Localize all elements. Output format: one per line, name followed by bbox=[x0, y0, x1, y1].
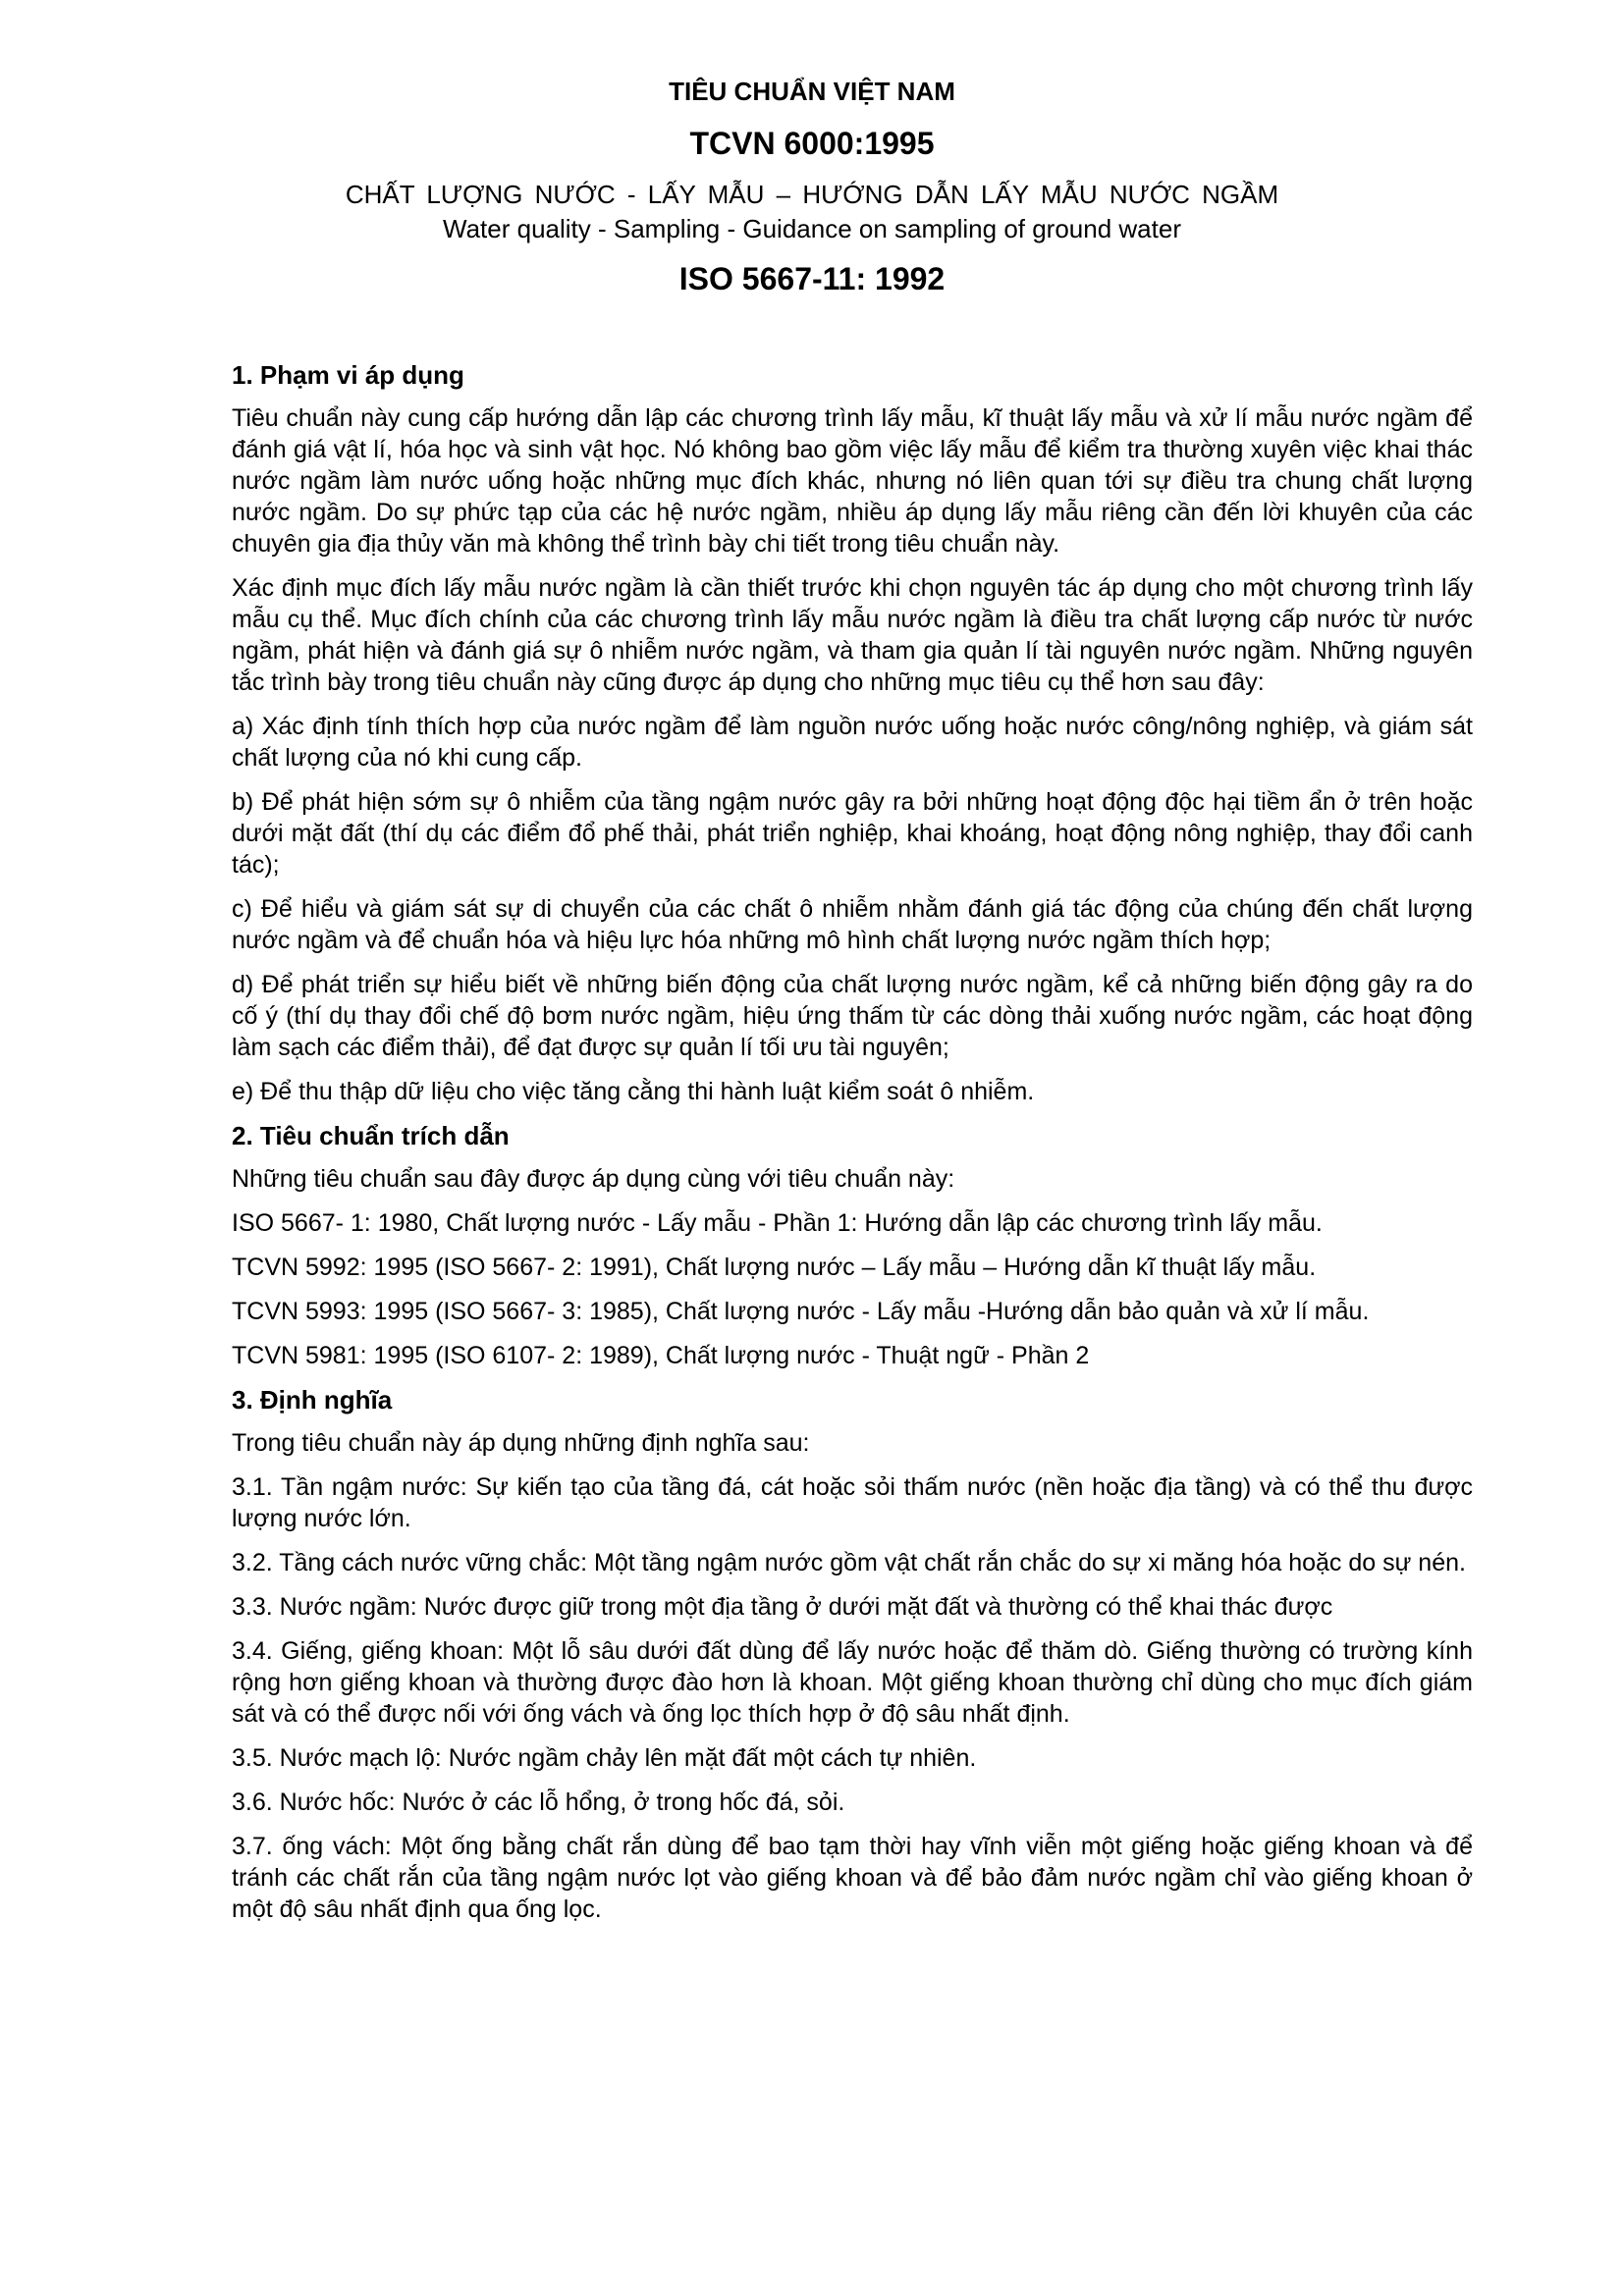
section-1-paragraph-1: Tiêu chuẩn này cung cấp hướng dẫn lập các chương trình lấy mẫu, kĩ thuật lấy mẫu và xử lí mẫu nước ngầm để đánh giá vật lí, hóa học và sinh vật học. Nó không bao gồm việc lấy mẫu để kiểm tra thường xuyên việc khai thác nước ngầm làm nước uống hoặc những mục đích khác, nhưng nó liên quan tới sự điều tra chung chất lượng nước ngầm. Do sự phức tạp của các hệ nước ngầm, nhiều áp dụng lấy mẫu riêng cần đến lời khuyên của các chuyên gia địa thủy văn mà không thể trình bày chi tiết trong tiêu chuẩn này. bbox=[232, 404, 1473, 558]
definition-item: 3.7. ống vách: Một ống bằng chất rắn dùng để bao tạm thời hay vĩnh viễn một giếng hoặc giếng khoan và để tránh các chất rắn của tầng ngậm nước lọt vào giếng khoan và để bảo đảm nước ngầm chỉ vào giếng khoan ở một độ sâu nhất định qua ống lọc. bbox=[232, 1833, 1473, 1923]
reference-item: TCVN 5993: 1995 (ISO 5667- 3: 1985), Chất lượng nước - Lấy mẫu -Hướng dẫn bảo quản và xử lí mẫu. bbox=[232, 1298, 1370, 1325]
definition-item: 3.5. Nước mạch lộ: Nước ngầm chảy lên mặt đất một cách tự nhiên. bbox=[232, 1744, 977, 1772]
section-1-item-b: b) Để phát hiện sớm sự ô nhiễm của tầng ngậm nước gây ra bởi những hoạt động độc hại tiềm ẩn ở trên hoặc dưới mặt đất (thí dụ các điểm đổ phế thải, phát triển nghiệp, khai khoáng, hoạt động nông nghiệp, thay đổi canh tác); bbox=[232, 788, 1473, 879]
standard-code: TCVN 6000:1995 bbox=[689, 126, 935, 161]
definition-item: 3.1. Tần ngậm nước: Sự kiến tạo của tầng đá, cát hoặc sỏi thấm nước (nền hoặc địa tầng) và có thể thu được lượng nước lớn. bbox=[232, 1473, 1473, 1532]
section-2-intro: Những tiêu chuẩn sau đây được áp dụng cùng với tiêu chuẩn này: bbox=[232, 1165, 955, 1193]
definition-item: 3.3. Nước ngầm: Nước được giữ trong một địa tầng ở dưới mặt đất và thường có thể khai thác được bbox=[232, 1593, 1333, 1621]
document-body bbox=[232, 359, 1473, 1938]
reference-item: TCVN 5981: 1995 (ISO 6107- 2: 1989), Chất lượng nước - Thuật ngữ - Phần 2 bbox=[232, 1342, 1090, 1369]
section-1-heading: 1. Phạm vi áp dụng bbox=[232, 360, 464, 390]
reference-item: TCVN 5992: 1995 (ISO 5667- 2: 1991), Chất lượng nước – Lấy mẫu – Hướng dẫn kĩ thuật lấy mẫu. bbox=[232, 1254, 1317, 1281]
reference-item: ISO 5667- 1: 1980, Chất lượng nước - Lấy mẫu - Phần 1: Hướng dẫn lập các chương trình lấy mẫu. bbox=[232, 1209, 1323, 1237]
section-1-item-c: c) Để hiểu và giám sát sự di chuyển của các chất ô nhiễm nhằm đánh giá tác động của chúng đến chất lượng nước ngầm và để chuẩn hóa và hiệu lực hóa những mô hình chất lượng nước ngầm thích hợp; bbox=[232, 895, 1473, 954]
section-1-item-a: a) Xác định tính thích hợp của nước ngầm để làm nguồn nước uống hoặc nước công/nông nghiệp, và giám sát chất lượng của nó khi cung cấp. bbox=[232, 713, 1473, 772]
section-1-paragraph-2: Xác định mục đích lấy mẫu nước ngầm là cần thiết trước khi chọn nguyên tác áp dụng cho một chương trình lấy mẫu cụ thể. Mục đích chính của các chương trình lấy mẫu nước ngầm là điều tra chất lượng cấp nước từ nước ngầm, phát hiện và đánh giá sự ô nhiễm nước ngầm, và tham gia quản lí tài nguyên nước ngầm. Những nguyên tắc trình bày trong tiêu chuẩn này cũng được áp dụng cho những mục tiêu cụ thể hơn sau đây: bbox=[232, 574, 1473, 696]
definition-item: 3.6. Nước hốc: Nước ở các lỗ hổng, ở trong hốc đá, sỏi. bbox=[232, 1789, 845, 1816]
section-1-item-e: e) Để thu thập dữ liệu cho việc tăng cằng thi hành luật kiểm soát ô nhiễm. bbox=[232, 1078, 1035, 1105]
title-vietnamese: CHẤT LƯỢNG NƯỚC - LẤY MẪU – HƯỚNG DẪN LẤY MẪU NƯỚC NGẦM bbox=[345, 180, 1279, 209]
section-2-heading: 2. Tiêu chuẩn trích dẫn bbox=[232, 1121, 510, 1150]
definition-item: 3.4. Giếng, giếng khoan: Một lỗ sâu dưới đất dùng để lấy nước hoặc để thăm dò. Giếng thường có trường kính rộng hơn giếng khoan và thường được đào hơn là khoan. Một giếng khoan thường chỉ dùng cho mục đích giám sát và có thể được nối với ống vách và ống lọc thích hợp ở độ sâu nhất định. bbox=[232, 1637, 1473, 1728]
section-1-item-d: d) Để phát triển sự hiểu biết về những biến động của chất lượng nước ngầm, kể cả những biến động gây ra do cố ý (thí dụ thay đổi chế độ bơm nước ngầm, hiệu ứng thấm từ các dòng thải xuống nước ngầm, các hoạt động làm sạch các điểm thải), để đạt được sự quản lí tối ưu tài nguyên; bbox=[232, 971, 1473, 1061]
section-3-intro: Trong tiêu chuẩn này áp dụng những định nghĩa sau: bbox=[232, 1429, 810, 1457]
definition-item: 3.2. Tầng cách nước vững chắc: Một tầng ngậm nước gồm vật chất rắn chắc do sự xi măng hóa hoặc do sự nén. bbox=[232, 1549, 1466, 1576]
iso-reference: ISO 5667-11: 1992 bbox=[678, 261, 946, 296]
standard-country-heading: TIÊU CHUẨN VIỆT NAM bbox=[669, 77, 955, 106]
title-english: Water quality - Sampling - Guidance on sampling of ground water bbox=[443, 214, 1181, 243]
section-3-heading: 3. Định nghĩa bbox=[232, 1385, 393, 1415]
